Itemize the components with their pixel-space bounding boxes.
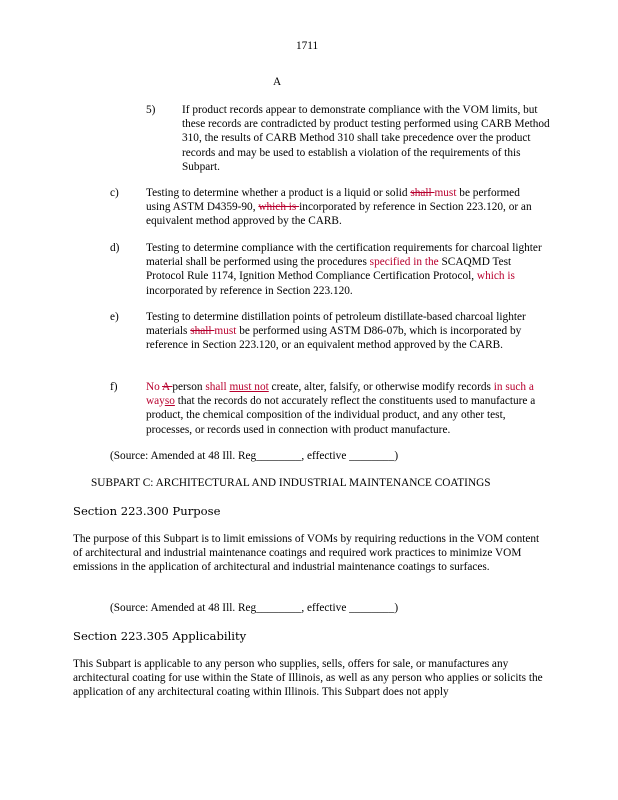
item-5-label: 5) [146, 104, 156, 116]
source-note: (Source: Amended at 48 Ill. Reg________, effective ________) [110, 602, 399, 614]
item-d-label: d) [110, 242, 120, 254]
item-d-text: Testing to determine compliance with the certification requirements for charcoal lighter material shall be performed using the procedures specified in the SCAQMD Test Protocol Rule 1174, Ignition Method Compliance Certification Protocol, which is incorporated by reference in Section 223.120. [146, 242, 542, 297]
page-number: 1711 [296, 40, 319, 52]
inserted-text: shall [205, 381, 227, 393]
inserted-text: in such a way [146, 381, 534, 408]
item-c-text: Testing to determine whether a product is a liquid or solid shall must be performed using ASTM D4359-90, which is incorporated by reference in Section 223.120, or an equivalent method approved by the CARB. [146, 187, 532, 228]
inserted-text: No [146, 381, 163, 393]
deleted-text: which is [258, 201, 300, 214]
section-body: This Subpart is applicable to any person who supplies, sells, offers for sale, or manufactures any architectural coating for use within the State of Illinois, as well as any person who applies or solicits the application of any architectural coating within Illinois. This Subpart does not apply [73, 658, 543, 699]
subpart-heading: SUBPART C: ARCHITECTURAL AND INDUSTRIAL MAINTENANCE COATINGS [91, 477, 491, 489]
inserted-text: must not [229, 381, 269, 393]
item-f-label: f) [110, 381, 118, 393]
item-5-text: If product records appear to demonstrate compliance with the VOM limits, but these records are contradicted by product testing performed using CARB Method 310, the results of CARB Method 310 shall take precedence over the product records and may be used to establish a violation of the requirements of this Subpart. [182, 104, 550, 173]
section-heading: Section 223.305 Applicability [73, 629, 247, 643]
item-e-text: Testing to determine distillation points of petroleum distillate-based charcoal lighter materials shall must be performed using ASTM D86-07b, which is incorporated by reference in Section 223.120, or an equivalent method approved by the CARB. [146, 311, 526, 352]
item-c-label: c) [110, 187, 119, 199]
inserted-text: so [164, 395, 175, 408]
item-e-label: e) [110, 311, 119, 323]
item-f-text: No A person shall must not create, alter, falsify, or otherwise modify records in such a wayso that the records do not accurately reflect the constituents used to manufacture a product, the chemical composition of the individual product, and any other test, processes, or records used in connection with product manufacture. [146, 381, 536, 436]
inserted-text: specified in the [369, 256, 439, 269]
section-heading: Section 223.300 Purpose [73, 504, 221, 518]
deleted-text: A [162, 381, 173, 393]
header-letter: A [273, 76, 282, 88]
deleted-text: shall [410, 187, 435, 199]
inserted-text: which is [476, 270, 515, 283]
section-body: The purpose of this Subpart is to limit emissions of VOMs by requiring reductions in the VOM content of architectural and industrial maintenance coatings and required work practices to minimize VOM emissions in the application of architectural and industrial maintenance coatings to surfaces. [73, 533, 540, 574]
inserted-text: must [214, 325, 237, 338]
inserted-text: must [434, 187, 457, 199]
deleted-text: shall [190, 325, 215, 338]
source-note: (Source: Amended at 48 Ill. Reg________, effective ________) [110, 450, 399, 462]
